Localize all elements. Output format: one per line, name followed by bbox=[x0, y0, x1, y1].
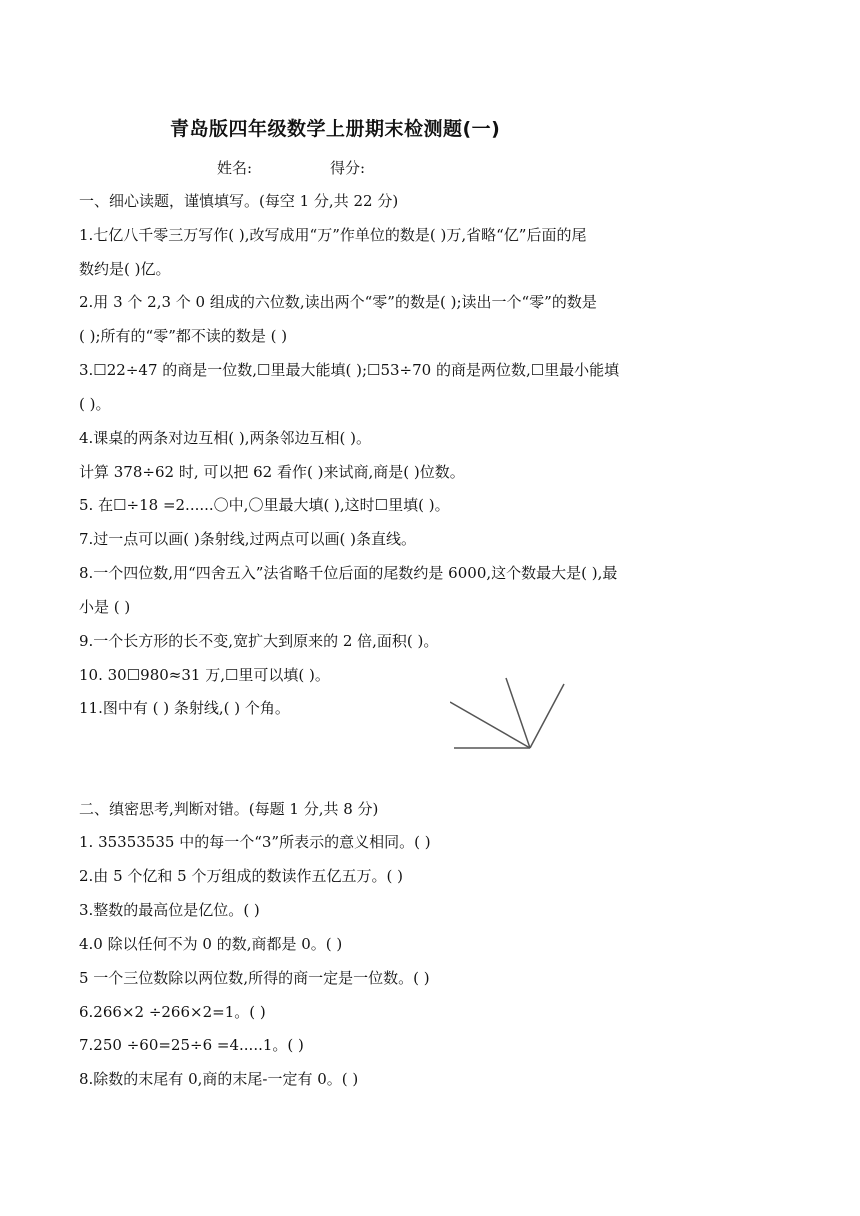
judgment-line: 5 一个三位数除以两位数,所得的商一定是一位数。( ) bbox=[79, 969, 430, 987]
page-title: 青岛版四年级数学上册期末检测题(一) bbox=[170, 118, 501, 140]
question-line: 1.七亿八千零三万写作( ),改写成用“万”作单位的数是( )万,省略“亿”后面的尾 bbox=[79, 226, 587, 244]
name-label: 姓名: bbox=[217, 159, 253, 177]
question-line: 5. 在☐÷18 =2......〇中,〇里最大填( ),这时☐里填( )。 bbox=[79, 496, 450, 514]
section2-heading: 二、缜密思考,判断对错。(每题 1 分,共 8 分) bbox=[79, 800, 379, 818]
ray-diagonal bbox=[450, 702, 530, 748]
question-line: 7.过一点可以画( )条射线,过两点可以画( )条直线。 bbox=[79, 530, 417, 548]
question-line: 8.一个四位数,用“四舍五入”法省略千位后面的尾数约是 6000,这个数最大是( ),最 bbox=[79, 564, 618, 582]
rays-figure bbox=[450, 676, 580, 760]
question-line: 数约是( )亿。 bbox=[79, 260, 171, 278]
question-line: 9.一个长方形的长不变,宽扩大到原来的 2 倍,面积( )。 bbox=[79, 632, 439, 650]
question-line: 2.用 3 个 2,3 个 0 组成的六位数,读出两个“零”的数是( );读出一个“零”的数是 bbox=[79, 293, 597, 311]
score-label: 得分: bbox=[330, 159, 366, 177]
question-line: 4.课桌的两条对边互相( ),两条邻边互相( )。 bbox=[79, 429, 372, 447]
judgment-line: 2.由 5 个亿和 5 个万组成的数读作五亿五万。( ) bbox=[79, 867, 403, 885]
question-line: ( );所有的“零”都不读的数是 ( ) bbox=[79, 327, 288, 345]
question-line: 小是 ( ) bbox=[79, 598, 131, 616]
ray-steep bbox=[506, 678, 530, 748]
judgment-line: 8.除数的末尾有 0,商的末尾-一定有 0。( ) bbox=[79, 1070, 359, 1088]
judgment-line: 6.266×2 ÷266×2=1。( ) bbox=[79, 1003, 266, 1021]
question-line: 计算 378÷62 时, 可以把 62 看作( )来试商,商是( )位数。 bbox=[79, 463, 465, 481]
question-line: 3.☐22÷47 的商是一位数,☐里最大能填( );☐53÷70 的商是两位数,☐里最小能填 bbox=[79, 361, 620, 379]
judgment-line: 1. 35353535 中的每一个“3”所表示的意义相同。( ) bbox=[79, 833, 431, 851]
judgment-line: 4.0 除以任何不为 0 的数,商都是 0。( ) bbox=[79, 935, 343, 953]
question-line: 11.图中有 ( ) 条射线,( ) 个角。 bbox=[79, 699, 290, 717]
judgment-line: 3.整数的最高位是亿位。( ) bbox=[79, 901, 260, 919]
ray-right bbox=[530, 684, 564, 748]
section1-heading: 一、细心读题，谨慎填写。(每空 1 分,共 22 分) bbox=[79, 192, 399, 210]
question-line: 10. 30☐980≈31 万,☐里可以填( )。 bbox=[79, 666, 330, 684]
judgment-line: 7.250 ÷60=25÷6 =4.....1。( ) bbox=[79, 1036, 304, 1054]
question-line: ( )。 bbox=[79, 395, 111, 413]
